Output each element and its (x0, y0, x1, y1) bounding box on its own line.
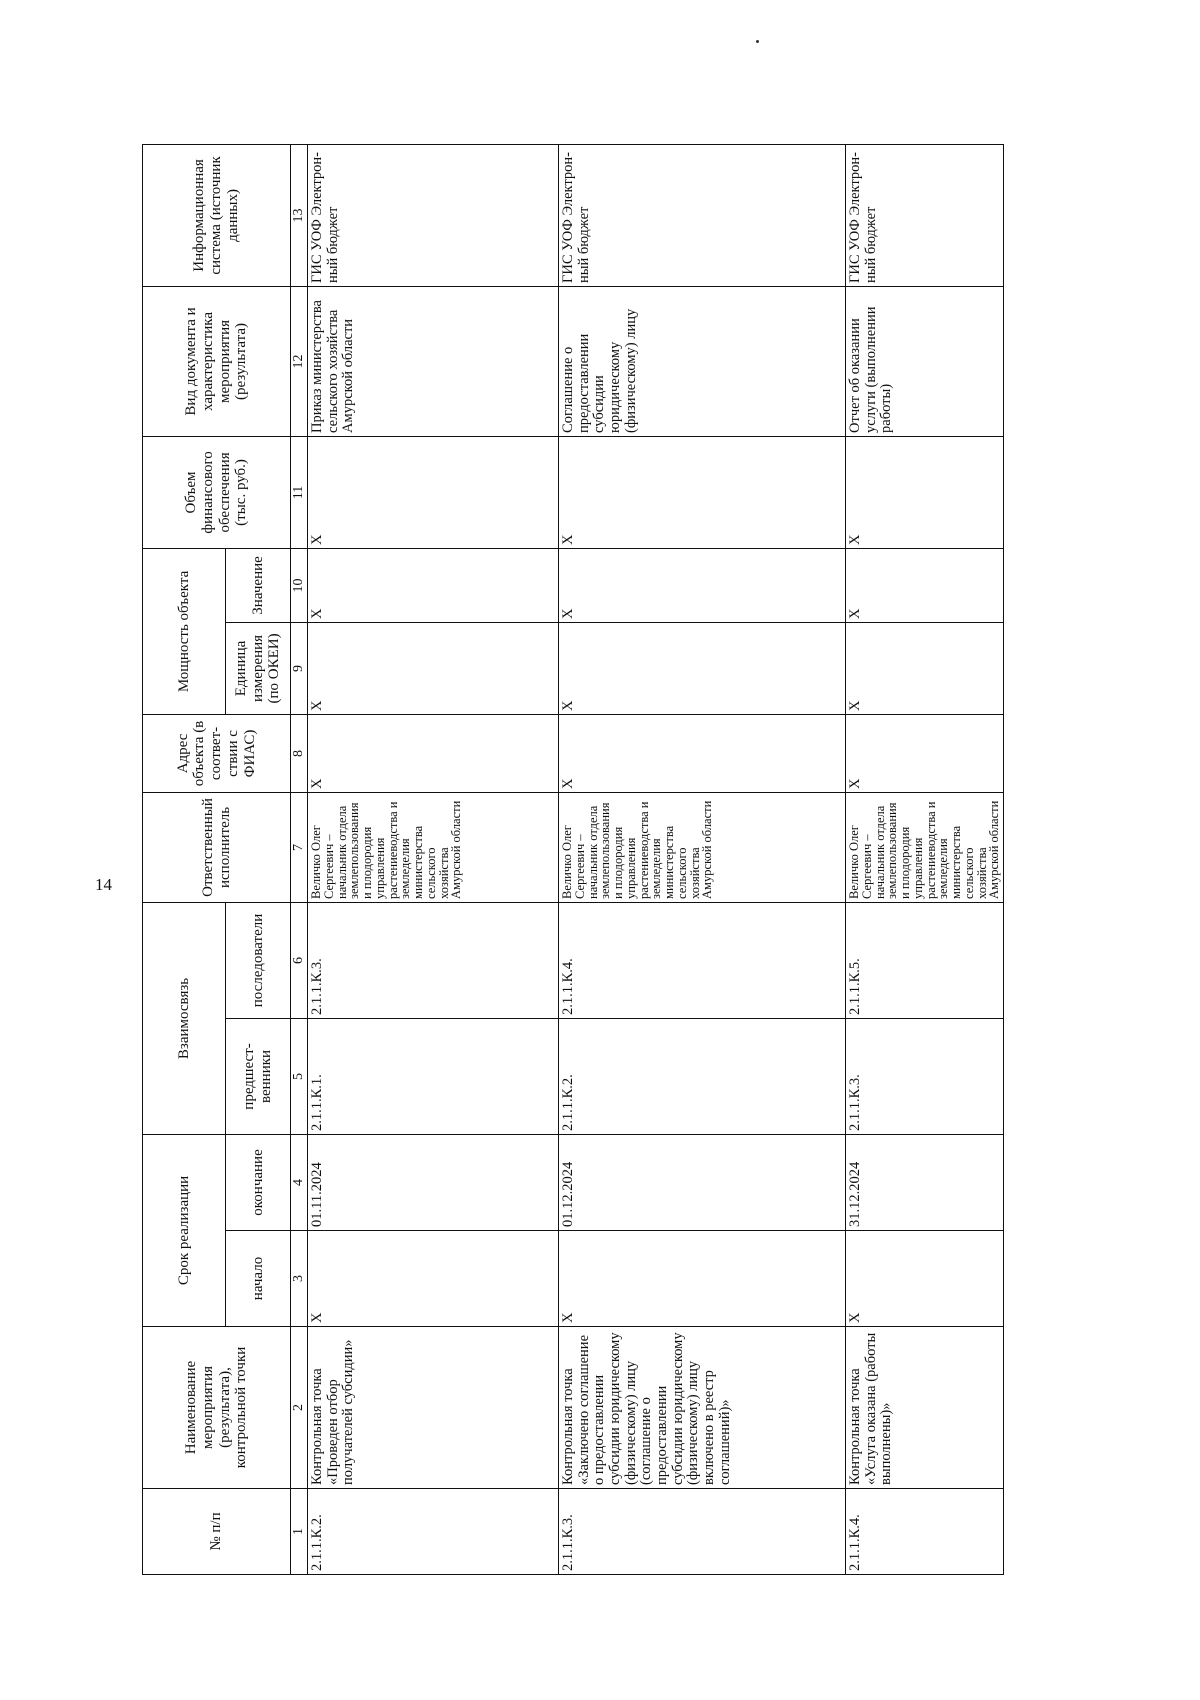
cell-start: X (559, 1231, 846, 1327)
cell-unit: X (559, 622, 846, 714)
cell-prev: 2.1.1.К.3. (846, 1018, 1004, 1134)
page-number: 14 (95, 875, 112, 894)
cell-value: X (308, 548, 559, 622)
cell-name: Контрольная точка «Услуга оказана (работы выполнены)» (846, 1327, 1004, 1489)
cell-next: 2.1.1.К.3. (308, 902, 559, 1018)
col-number: 2 (291, 1327, 308, 1489)
header-finance: Объем финансового обеспечения (тыс. руб.) (143, 436, 291, 548)
cell-num: 2.1.1.К.3. (559, 1489, 846, 1575)
col-number: 10 (291, 548, 308, 622)
header-capacity: Мощность объекта (143, 548, 226, 714)
col-number: 1 (291, 1489, 308, 1575)
col-number: 13 (291, 144, 308, 286)
header-doc-type: Вид документа и характеристика мероприятия (результата) (143, 286, 291, 436)
col-number: 12 (291, 286, 308, 436)
cell-responsible: Величко Олег Сергеевич – начальник отдела землепользования и плодородия управления растениеводства и земледелия министерства сельского хозяйства Амурской области (846, 792, 1004, 902)
rotated-table-inner (142, 145, 1142, 1575)
cell-info: ГИС УОФ Электрон-ный бюджет (559, 144, 846, 286)
header-link: Взаимосвязь (143, 902, 226, 1134)
header-link-prev: предшест-венники (226, 1018, 291, 1134)
cell-finance: X (559, 436, 846, 548)
header-name: Наименование мероприятия (результата), контрольной точки (143, 1327, 291, 1489)
header-info-system: Информационная система (источник данных) (143, 144, 291, 286)
cell-prev: 2.1.1.К.2. (559, 1018, 846, 1134)
cell-value: X (559, 548, 846, 622)
header-period: Срок реализации (143, 1134, 226, 1326)
cell-value: X (846, 548, 1004, 622)
col-number: 11 (291, 436, 308, 548)
cell-responsible: Величко Олег Сергеевич – начальник отдела землепользования и плодородия управления растениеводства и земледелия министерства сельского хозяйства Амурской области (559, 792, 846, 902)
col-number: 7 (291, 792, 308, 902)
col-number: 6 (291, 902, 308, 1018)
cell-num: 2.1.1.К.2. (308, 1489, 559, 1575)
header-num: № п/п (143, 1489, 291, 1575)
rotated-table-container (142, 145, 1142, 1575)
cell-name: Контрольная точка «Заключено соглашение о предоставлении субсидии юридическому (физическому) лицу (соглашение о предоставлении субсидии юридическому (физическому) лицу включено в реестр соглашений)» (559, 1327, 846, 1489)
cell-doc: Соглашение о предоставлении субсидии юридическому (физическому) лицу (559, 286, 846, 436)
cell-info: ГИС УОФ Электрон-ный бюджет (308, 144, 559, 286)
cell-num: 2.1.1.К.4. (846, 1489, 1004, 1575)
header-period-end: окончание (226, 1134, 291, 1230)
table-row (308, 144, 559, 1574)
plan-table (142, 144, 1004, 1575)
cell-responsible: Величко Олег Сергеевич – начальник отдела землепользования и плодородия управления растениеводства и земледелия министерства сельского хозяйства Амурской области (308, 792, 559, 902)
col-number: 8 (291, 714, 308, 792)
col-number: 3 (291, 1231, 308, 1327)
col-number: 5 (291, 1018, 308, 1134)
header-link-next: последователи (226, 902, 291, 1018)
cell-doc: Отчет об оказании услуги (выполнении работы) (846, 286, 1004, 436)
col-number: 9 (291, 622, 308, 714)
cell-address: X (846, 714, 1004, 792)
cell-end: 01.11.2024 (308, 1134, 559, 1230)
table-row (559, 144, 846, 1574)
header-capacity-unit: Единица измерения (по ОКЕИ) (226, 622, 291, 714)
header-period-start: начало (226, 1231, 291, 1327)
scan-speck (756, 40, 759, 43)
column-number-row (291, 144, 308, 1574)
cell-info: ГИС УОФ Электрон-ный бюджет (846, 144, 1004, 286)
cell-address: X (308, 714, 559, 792)
cell-unit: X (846, 622, 1004, 714)
cell-finance: X (308, 436, 559, 548)
cell-name: Контрольная точка «Проведен отбор получателей субсидии» (308, 1327, 559, 1489)
cell-doc: Приказ министерства сельского хозяйства Амурской области (308, 286, 559, 436)
header-responsible: Ответственный исполнитель (143, 792, 291, 902)
cell-prev: 2.1.1.К.1. (308, 1018, 559, 1134)
header-row-1 (143, 144, 226, 1574)
col-number: 4 (291, 1134, 308, 1230)
cell-unit: X (308, 622, 559, 714)
cell-next: 2.1.1.К.4. (559, 902, 846, 1018)
cell-finance: X (846, 436, 1004, 548)
cell-address: X (559, 714, 846, 792)
cell-next: 2.1.1.К.5. (846, 902, 1004, 1018)
cell-end: 31.12.2024 (846, 1134, 1004, 1230)
table-row (846, 144, 1004, 1574)
cell-start: X (846, 1231, 1004, 1327)
header-capacity-value: Значение (226, 548, 291, 622)
cell-end: 01.12.2024 (559, 1134, 846, 1230)
cell-start: X (308, 1231, 559, 1327)
header-address: Адрес объекта (в соответ-ствии с ФИАС) (143, 714, 291, 792)
